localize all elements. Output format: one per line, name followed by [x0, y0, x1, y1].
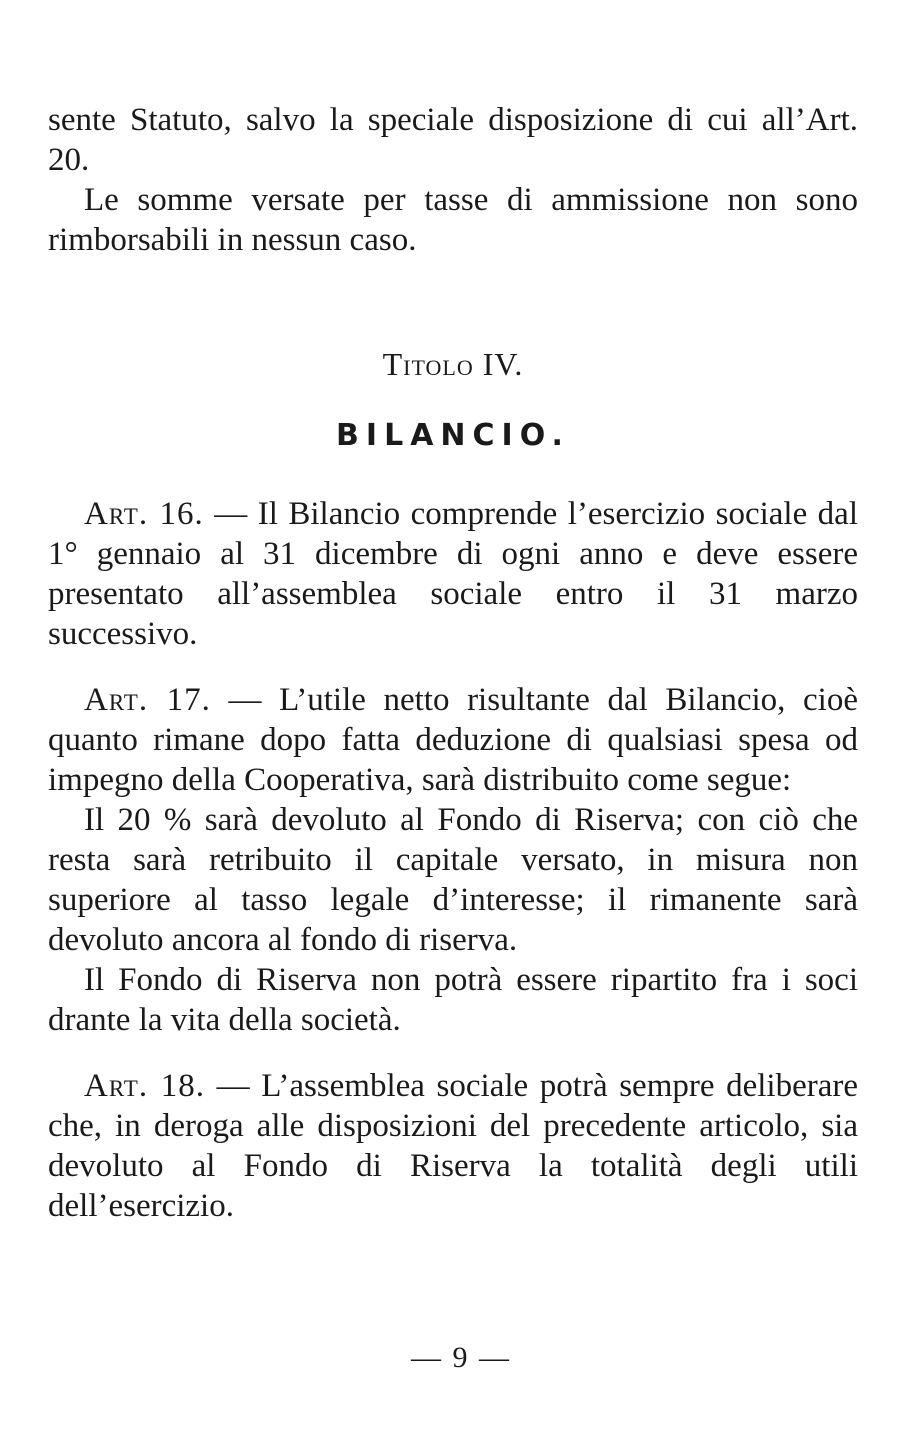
article-17-paragraph-1: [48, 680, 858, 800]
article-17-text: — L’utile netto risultante dal Bilancio, cioè quanto rimane dopo fatta deduzione di qualsiasi spesa od impegno della Cooperativa, sarà distribuito come segue:: [48, 682, 858, 798]
article-16-text: — Il Bilancio comprende l’esercizio sociale dal 1° gennaio al 31 dicembre di ogni anno e deve essere presentato all’assemblea sociale entro il 31 marzo successivo.: [48, 496, 858, 652]
section-titolo-text: Titolo IV.: [382, 346, 524, 382]
article-18-text: — L’assemblea sociale potrà sempre deliberare che, in deroga alle disposizioni del precedente articolo, sia devoluto al Fondo di Riserva la totalità degli utili dell’esercizio.: [48, 1068, 859, 1224]
article-17-paragraph-2: Il 20 % sarà devoluto al Fondo di Riserva; con ciò che resta sarà retribuito il capitale versato, in misura non superiore al tasso legale d’interesse; il rimanente sarà devoluto ancora al fondo di riserva.: [48, 802, 858, 958]
article-18-paragraph-1: [48, 1066, 858, 1226]
article-16-label: Art. 16.: [84, 496, 204, 532]
section-titolo: [48, 344, 858, 384]
article-18-label: Art. 18.: [84, 1068, 205, 1104]
article-17-label: Art. 17.: [84, 682, 211, 718]
opening-paragraph-1: sente Statuto, salvo la speciale disposizione di cui all’Art. 20.: [48, 102, 858, 178]
article-17-paragraph-3: Il Fondo di Riserva non potrà essere ripartito fra i soci drante la vita della società.: [48, 962, 858, 1038]
opening-paragraph-2: Le somme versate per tasse di ammissione non sono rimborsabili in nessun caso.: [48, 182, 858, 258]
section-heading-bilancio: BILANCIO.: [336, 418, 570, 453]
article-16-paragraph-1: [48, 494, 858, 654]
document-page: [48, 100, 858, 1226]
page-number: — 9 —: [411, 1341, 511, 1374]
